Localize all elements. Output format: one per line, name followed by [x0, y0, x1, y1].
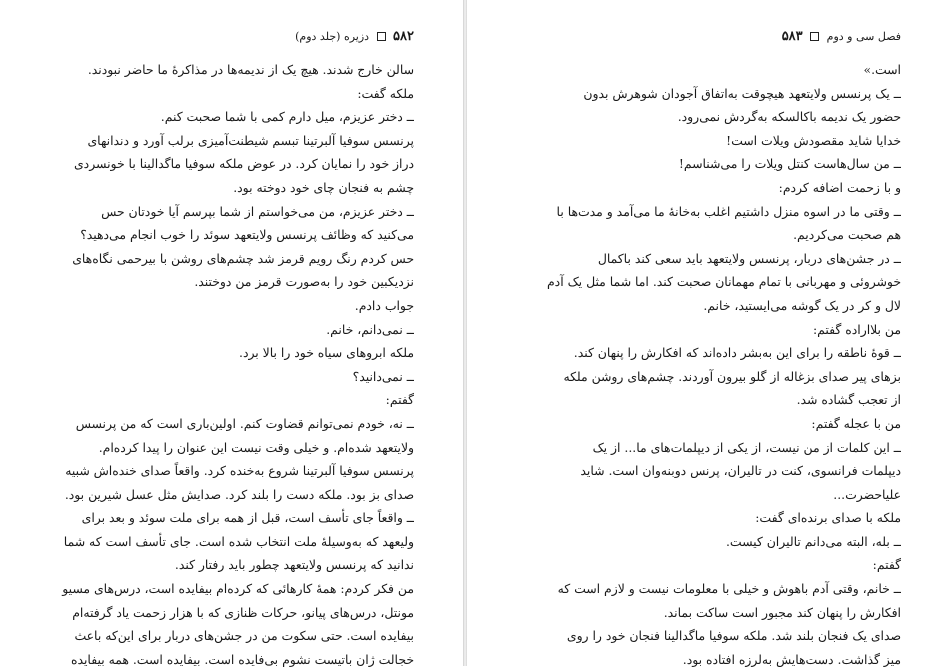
text-line: گفتم:	[385, 392, 414, 408]
text-line: ــ خانم، وقتی آدم باهوش و خیلی با معلومات نیست و لازم است که	[557, 581, 901, 597]
text-line: افکارش را پنهان کند مجبور است ساکت بماند.	[663, 604, 901, 620]
text-line: ــ قوهٔ ناطقه را برای این به‌بشر داده‌اند که افکارش را پنهان کند.	[573, 345, 901, 361]
text-line: خجالت ژان باتیست نشوم بی‌فایده است. بیفایده است. همه بیفایده	[70, 651, 414, 667]
text-line: مونتل، درس‌های پیانو، حرکات ظنازی که با هزار زحمت یاد گرفته‌ام	[72, 604, 414, 620]
text-line: ــ یک پرنسس ولایتعهد هیچوقت به‌اتفاق آجودان شوهرش بدون	[583, 85, 901, 101]
text-line: ــ وقتی ما در اسوه منزل داشتیم اغلب به‌خانهٔ ما می‌آمد و مدت‌ها با	[556, 203, 901, 219]
text-line: صدای یک فنجان بلند شد. ملکه سوفیا ماگدالینا فنجان خود را روی	[566, 628, 901, 644]
text-line: ندانید که پرنسس ولایتعهد چطور باید رفتار کند.	[174, 557, 414, 573]
text-line: نزدیکبین خود را به‌صورت قرمز من دوختند.	[194, 274, 414, 290]
text-line: بزهای پیر صدای بزغاله از گلو بیرون آوردند. چشم‌های روشن ملکه	[563, 368, 901, 384]
text-line: حضور یک ندیمه باکالسکه به‌گردش نمی‌رود.	[677, 109, 901, 125]
text-line: ملکه با صدای برنده‌ای گفت:	[755, 510, 901, 526]
text-line: ــ دختر عزیزم، من می‌خواستم از شما بپرسم آیا خودتان حس	[101, 203, 414, 219]
left-page-header	[24, 28, 414, 44]
text-line: ــ من سال‌هاست کنتل ویلات را می‌شناسم!	[678, 156, 901, 172]
text-line: ملکه ابروهای سیاه خود را بالا برد.	[239, 345, 414, 361]
text-line: میز گذاشت. دست‌هایش به‌لرزه افتاده بود.	[682, 651, 901, 667]
text-line: بیفایده است. حتی سکوت من در جشن‌های دربار برای این‌که باعث	[74, 628, 414, 644]
text-line: گفتم:	[872, 557, 901, 573]
text-line: ــ بله، البته می‌دانم تالیران کیست.	[725, 533, 901, 549]
text-line: ــ نمی‌دانید؟	[352, 368, 414, 384]
left-page-running-title-group	[295, 29, 414, 44]
text-line: من فکر کردم: همهٔ کارهائی که کرده‌ام بیفایده است، درس‌های مسیو	[62, 581, 414, 597]
text-line: دیپلمات فرانسوی، کنت در تالیران، پرنس دوبنه‌وان است. شاید	[580, 463, 901, 479]
text-line: پرنسس سوفیا آلبرتینا تبسم شیطنت‌آمیزی برلب آورد و دندانهای	[87, 132, 414, 148]
text-line: هم صحبت می‌کردیم.	[793, 227, 901, 243]
text-line: علیاحضرت...	[833, 486, 901, 502]
text-line: من با عجله گفتم:	[811, 415, 901, 431]
text-line: ولیعهد که به‌وسیلهٔ ملت انتخاب شده است. جای تأسف است که شما	[63, 533, 414, 549]
text-line: ولایتعهد شده‌ام. و خیلی وقت نیست این عنوان را پیدا کرده‌ام.	[98, 439, 414, 455]
text-line: صدای بز بود. ملکه دست را بلند کرد. صدایش مثل عسل شیرین بود.	[64, 486, 414, 502]
running-title: فصل سی و دوم	[826, 29, 901, 43]
text-line: و با زحمت اضافه کردم:	[778, 179, 901, 195]
right-page-running-title-group	[782, 29, 901, 44]
text-line: ــ واقعاً جای تأسف است، قبل از همه برای ملت سوئد و بعد برای	[81, 510, 414, 526]
right-page-header	[521, 28, 901, 44]
text-line: حس کردم رنگ رویم قرمز شد چشم‌های روشن با بیرحمی نگاه‌های	[72, 250, 414, 266]
text-line: لال و کر در یک گوشه می‌ایستید، خانم.	[703, 297, 901, 313]
text-line: از تعجب گشاده شد.	[796, 392, 901, 408]
text-line: سالن خارج شدند. هیچ یک از ندیمه‌ها در مذاکرهٔ ما حاضر نبودند.	[87, 62, 414, 77]
text-line: ــ دختر عزیزم، میل دارم کمی با شما صحبت کنم.	[160, 109, 414, 125]
right-page	[467, 0, 927, 666]
text-line: است.»	[863, 62, 901, 77]
text-line: ــ نمی‌دانم، خانم.	[326, 321, 414, 337]
text-line: ــ در جشن‌های دربار، پرنسس ولایتعهد باید سعی کند با‌کمال	[597, 250, 901, 266]
text-line: چشم به فنجان چای خود دوخته بود.	[233, 179, 414, 195]
text-line: ــ نه، خودم نمی‌توانم قضاوت کنم. اولین‌باری است که من پرنسس	[75, 415, 414, 431]
text-line: ــ این کلمات از من نیست، از یکی از دیپلمات‌های ما... از یک	[592, 439, 901, 455]
text-line: جواب دادم.	[354, 297, 414, 313]
text-line: خدایا شاید مقصودش ویلات است!	[726, 132, 901, 148]
running-title: دزیره (جلد دوم)	[295, 29, 370, 43]
text-line: پرنسس سوفیا آلبرتینا شروع به‌خنده کرد. واقعاً صدای خنده‌اش شبیه	[65, 463, 414, 479]
text-line: دراز خود را نمایان کرد. در عوض ملکه سوفیا ماگدالینا با خونسردی	[73, 156, 414, 172]
text-line: خوشروئی و مهربانی با تمام مهمانان صحبت کند. اما شما مثل یک آدم	[547, 274, 901, 290]
right-page-body	[521, 58, 901, 671]
page-number: ۵۸۲	[393, 28, 414, 44]
header-square-ornament-icon	[377, 32, 386, 41]
text-line: ملکه گفت:	[357, 85, 414, 101]
text-line: من بلااراده گفتم:	[813, 321, 901, 337]
text-line: می‌کنید که وظائف پرنسس ولایتعهد سوئد را خوب انجام می‌دهید؟	[80, 227, 414, 243]
left-page-body	[24, 58, 414, 671]
header-square-ornament-icon	[810, 32, 819, 41]
left-page	[0, 0, 466, 666]
page-number: ۵۸۳	[781, 28, 803, 44]
